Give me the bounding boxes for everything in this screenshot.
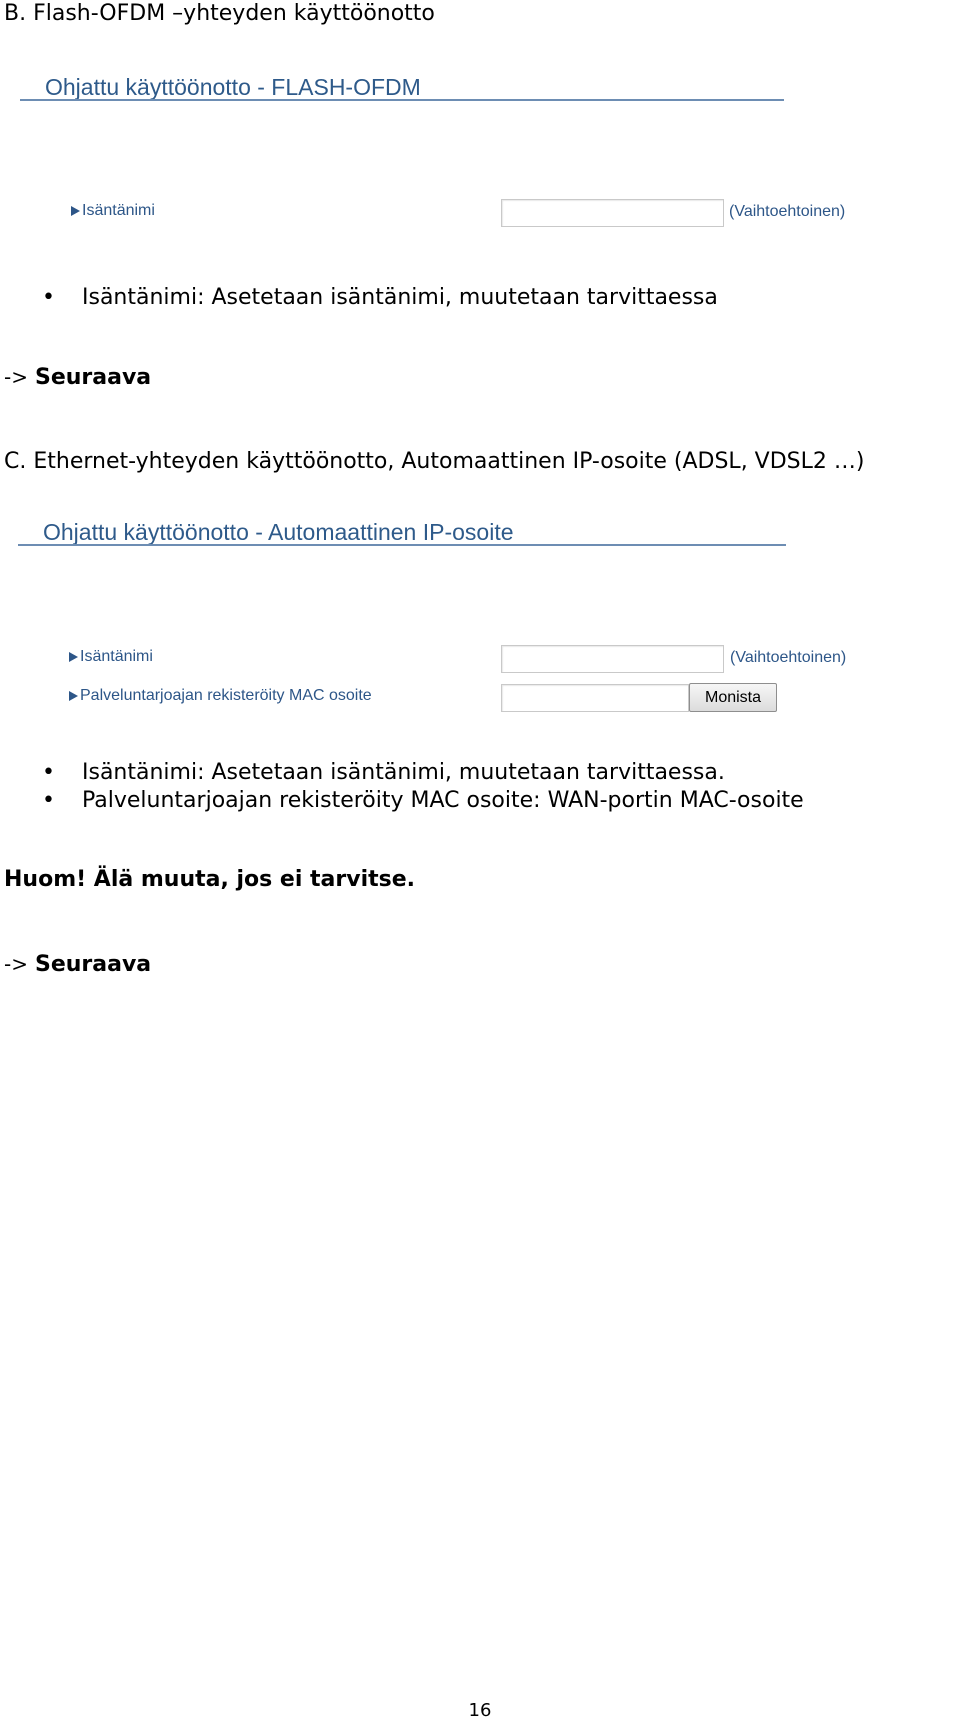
auto-ip-screenshot [18, 515, 868, 715]
auto-ip-wizard-title: Ohjattu käyttöönotto - Automaattinen IP-osoite [43, 519, 514, 545]
hostname-input[interactable] [501, 645, 724, 673]
list-item [0, 760, 725, 786]
triangle-bullet-icon [69, 691, 78, 701]
next-link[interactable]: Seuraava [34, 952, 152, 977]
clone-mac-button[interactable]: Monista [689, 683, 777, 712]
list-item-text: Isäntänimi: Asetetaan isäntänimi, muutetaan tarvittaessa [82, 285, 718, 310]
list-item [0, 285, 718, 311]
flash-ofdm-wizard-title: Ohjattu käyttöönotto - FLASH-OFDM [45, 74, 421, 100]
bullet-icon: • [42, 285, 55, 310]
next-step-c [4, 951, 151, 978]
list-item-text: Isäntänimi: Asetetaan isäntänimi, muutetaan tarvittaessa. [82, 760, 725, 785]
bullet-icon: • [42, 760, 55, 785]
warning-note: Huom! Älä muuta, jos ei tarvitse. [4, 867, 416, 892]
hostname-input[interactable] [501, 199, 724, 227]
hostname-label-text: Isäntänimi [82, 202, 155, 219]
mac-address-input[interactable] [501, 684, 689, 712]
page-number: 16 [468, 1700, 492, 1721]
hostname-optional-note: (Vaihtoehtoinen) [729, 203, 846, 220]
title-divider [18, 544, 786, 546]
arrow-text: -> [4, 365, 28, 389]
mac-address-label [69, 687, 372, 705]
section-c-heading: C. Ethernet-yhteyden käyttöönotto, Automaattinen IP-osoite (ADSL, VDSL2 …) [4, 449, 865, 474]
hostname-label [71, 202, 155, 220]
flash-ofdm-screenshot [20, 70, 865, 240]
title-divider [20, 99, 784, 101]
hostname-optional-note: (Vaihtoehtoinen) [730, 649, 847, 666]
hostname-label [69, 648, 153, 666]
list-item [0, 788, 804, 814]
mac-address-label-text: Palveluntarjoajan rekisteröity MAC osoite [80, 687, 372, 704]
next-step-b [4, 364, 151, 391]
hostname-label-text: Isäntänimi [80, 648, 153, 665]
section-b-heading: B. Flash-OFDM –yhteyden käyttöönotto [4, 1, 435, 26]
list-item-text: Palveluntarjoajan rekisteröity MAC osoite: WAN-portin MAC-osoite [82, 788, 804, 813]
bullet-icon: • [42, 788, 55, 813]
triangle-bullet-icon [71, 206, 80, 216]
triangle-bullet-icon [69, 652, 78, 662]
next-link[interactable]: Seuraava [34, 365, 152, 390]
arrow-text: -> [4, 952, 28, 976]
